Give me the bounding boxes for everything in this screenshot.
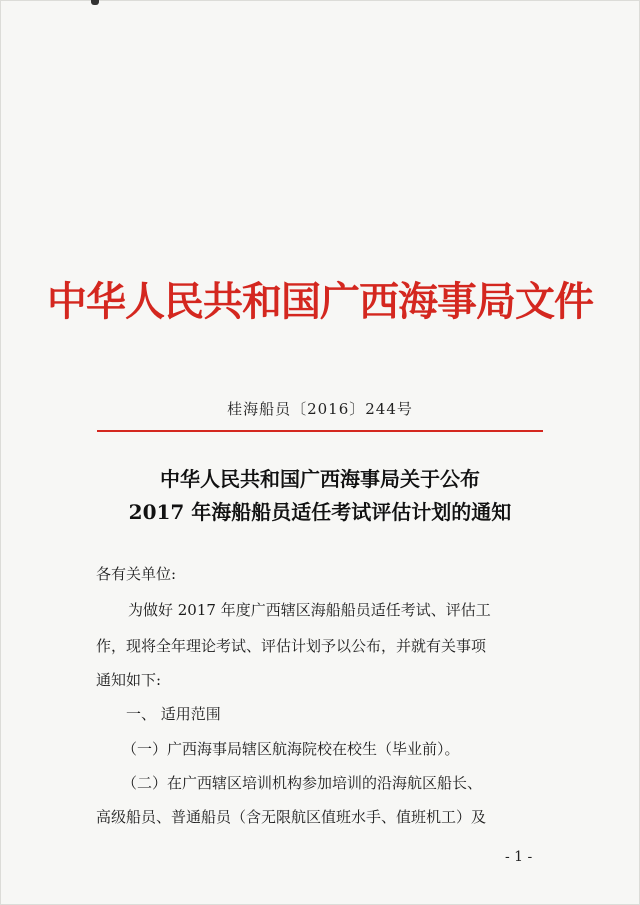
list-item: （一）广西海事局辖区航海院校在校生（毕业前）。 — [122, 740, 460, 758]
paragraph-line: 通知如下: — [96, 671, 162, 689]
document-title-line-2: 2017 年海船船员适任考试评估计划的通知 — [128, 500, 512, 524]
document-number: 桂海船员〔2016〕244号 — [227, 400, 413, 418]
paragraph-line: 作，现将全年理论考试、评估计划予以公布，并就有关事项 — [96, 637, 487, 655]
salutation: 各有关单位: — [96, 565, 177, 583]
org-header-title: 中华人民共和国广西海事局文件 — [47, 279, 593, 325]
binding-mark — [91, 0, 99, 5]
list-item: （二）在广西辖区培训机构参加培训的沿海航区船长、 — [122, 774, 483, 792]
document-title-line-1: 中华人民共和国广西海事局关于公布 — [160, 467, 480, 491]
list-item-continuation: 高级船员、普通船员（含无限航区值班水手、值班机工）及 — [96, 808, 487, 826]
page-number: - 1 - — [505, 849, 533, 865]
paragraph-line: 为做好 2017 年度广西辖区海船船员适任考试、评估工 — [128, 601, 491, 619]
red-divider-line — [97, 430, 543, 432]
section-heading: 一、 适用范围 — [126, 705, 221, 723]
